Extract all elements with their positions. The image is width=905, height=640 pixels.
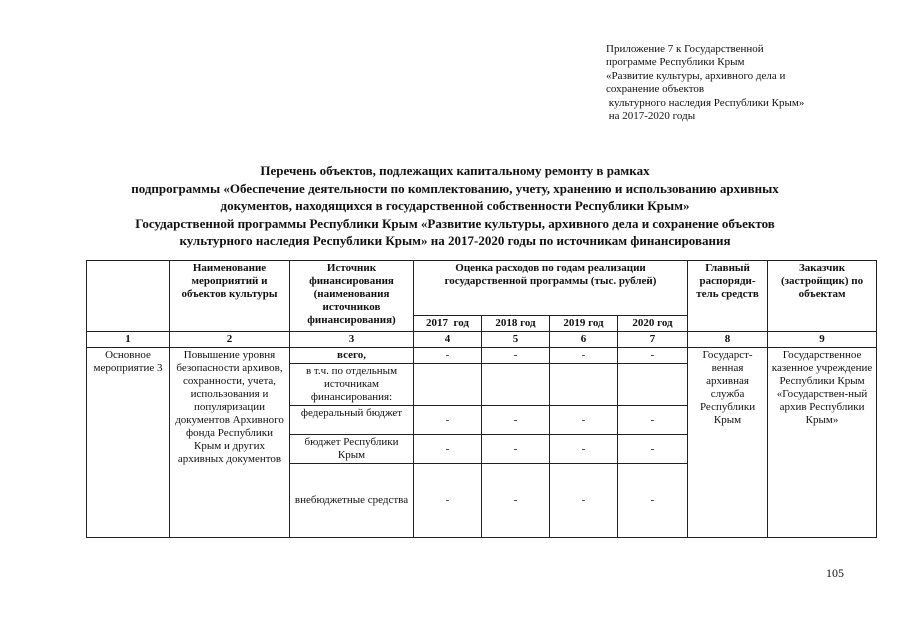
document-title bbox=[60, 162, 850, 250]
header-year-2017: 2017 год bbox=[414, 316, 482, 332]
appendix-line: Приложение 7 к Государственной bbox=[606, 43, 764, 55]
header-col-9: Заказчик (застройщик) по объектам bbox=[768, 261, 877, 332]
value-cell: - bbox=[550, 406, 618, 435]
appendix-line: сохранение объектов bbox=[606, 83, 705, 96]
source-federal: федеральный бюджет bbox=[290, 406, 414, 435]
appendix-line: культурного наследия Республики Крым» bbox=[606, 96, 805, 109]
source-total: всего, bbox=[290, 348, 414, 364]
value-cell: - bbox=[414, 464, 482, 538]
appendix-line: на 2017-2020 годы bbox=[606, 110, 696, 123]
column-number: 4 bbox=[414, 332, 482, 348]
value-cell: - bbox=[618, 348, 688, 364]
value-cell: - bbox=[414, 406, 482, 435]
source-extrabudgetary: внебюджетные средства bbox=[290, 464, 414, 538]
value-cell: - bbox=[482, 348, 550, 364]
column-number: 2 bbox=[170, 332, 290, 348]
page-number: 105 bbox=[826, 566, 844, 580]
header-year-2018: 2018 год bbox=[482, 316, 550, 332]
appendix-line: «Развитие культуры, архивного дела и bbox=[606, 69, 786, 82]
value-cell: - bbox=[414, 348, 482, 364]
title-line: Перечень объектов, подлежащих капитальному ремонту в рамках bbox=[260, 163, 650, 178]
title-line: Государственной программы Республики Крым «Развитие культуры, архивного дела и сохранение объектов bbox=[135, 215, 775, 231]
source-breakdown: в т.ч. по отдельным источникам финансирования: bbox=[290, 364, 414, 406]
value-cell: - bbox=[618, 406, 688, 435]
appendix-note bbox=[606, 43, 856, 123]
appendix-line: программе Республики Крым bbox=[606, 56, 745, 69]
title-line: культурного наследия Республики Крым» на 2017-2020 годы по источникам финансирования bbox=[179, 233, 731, 248]
value-cell: - bbox=[550, 464, 618, 538]
value-cell bbox=[482, 364, 550, 406]
value-cell: - bbox=[618, 464, 688, 538]
title-line: подпрограммы «Обеспечение деятельности по комплектованию, учету, хранению и использованию архивных bbox=[131, 180, 779, 196]
header-col-1 bbox=[87, 261, 170, 332]
value-cell: - bbox=[482, 406, 550, 435]
column-number: 8 bbox=[688, 332, 768, 348]
header-col-2: Наименование мероприятий и объектов культуры bbox=[170, 261, 290, 332]
objects-table bbox=[86, 260, 877, 538]
value-cell bbox=[618, 364, 688, 406]
value-cell: - bbox=[482, 464, 550, 538]
header-year-2020: 2020 год bbox=[618, 316, 688, 332]
column-number: 6 bbox=[550, 332, 618, 348]
value-cell: - bbox=[550, 348, 618, 364]
manager-cell: Государст-венная архивная служба Республики Крым bbox=[688, 348, 768, 538]
value-cell bbox=[414, 364, 482, 406]
event-cell: Основное мероприятие 3 bbox=[87, 348, 170, 538]
column-numbers-row bbox=[87, 332, 877, 348]
header-col-3: Источник финансирования (наименования источников финансирования) bbox=[290, 261, 414, 332]
title-line: документов, находящихся в государственной собственности Республики Крым» bbox=[220, 198, 690, 213]
column-number: 1 bbox=[87, 332, 170, 348]
customer-cell: Государственное казенное учреждение Республики Крым «Государствен-ный архив Республики Крым» bbox=[768, 348, 877, 538]
header-year-2019: 2019 год bbox=[550, 316, 618, 332]
value-cell: - bbox=[414, 435, 482, 464]
value-cell: - bbox=[618, 435, 688, 464]
header-row bbox=[87, 261, 877, 316]
source-crimea-budget: бюджет Республики Крым bbox=[290, 435, 414, 464]
event-name-cell: Повышение уровня безопасности архивов, сохранности, учета, использования и популяризации документов Архивного фонда Республики Крым и других архивных документов bbox=[170, 348, 290, 538]
table-row bbox=[87, 348, 877, 364]
value-cell bbox=[550, 364, 618, 406]
value-cell: - bbox=[550, 435, 618, 464]
column-number: 9 bbox=[768, 332, 877, 348]
value-cell: - bbox=[482, 435, 550, 464]
column-number: 3 bbox=[290, 332, 414, 348]
header-col-8: Главный распоряди-тель средств bbox=[688, 261, 768, 332]
column-number: 5 bbox=[482, 332, 550, 348]
header-estimate: Оценка расходов по годам реализации государственной программы (тыс. рублей) bbox=[414, 261, 688, 316]
column-number: 7 bbox=[618, 332, 688, 348]
